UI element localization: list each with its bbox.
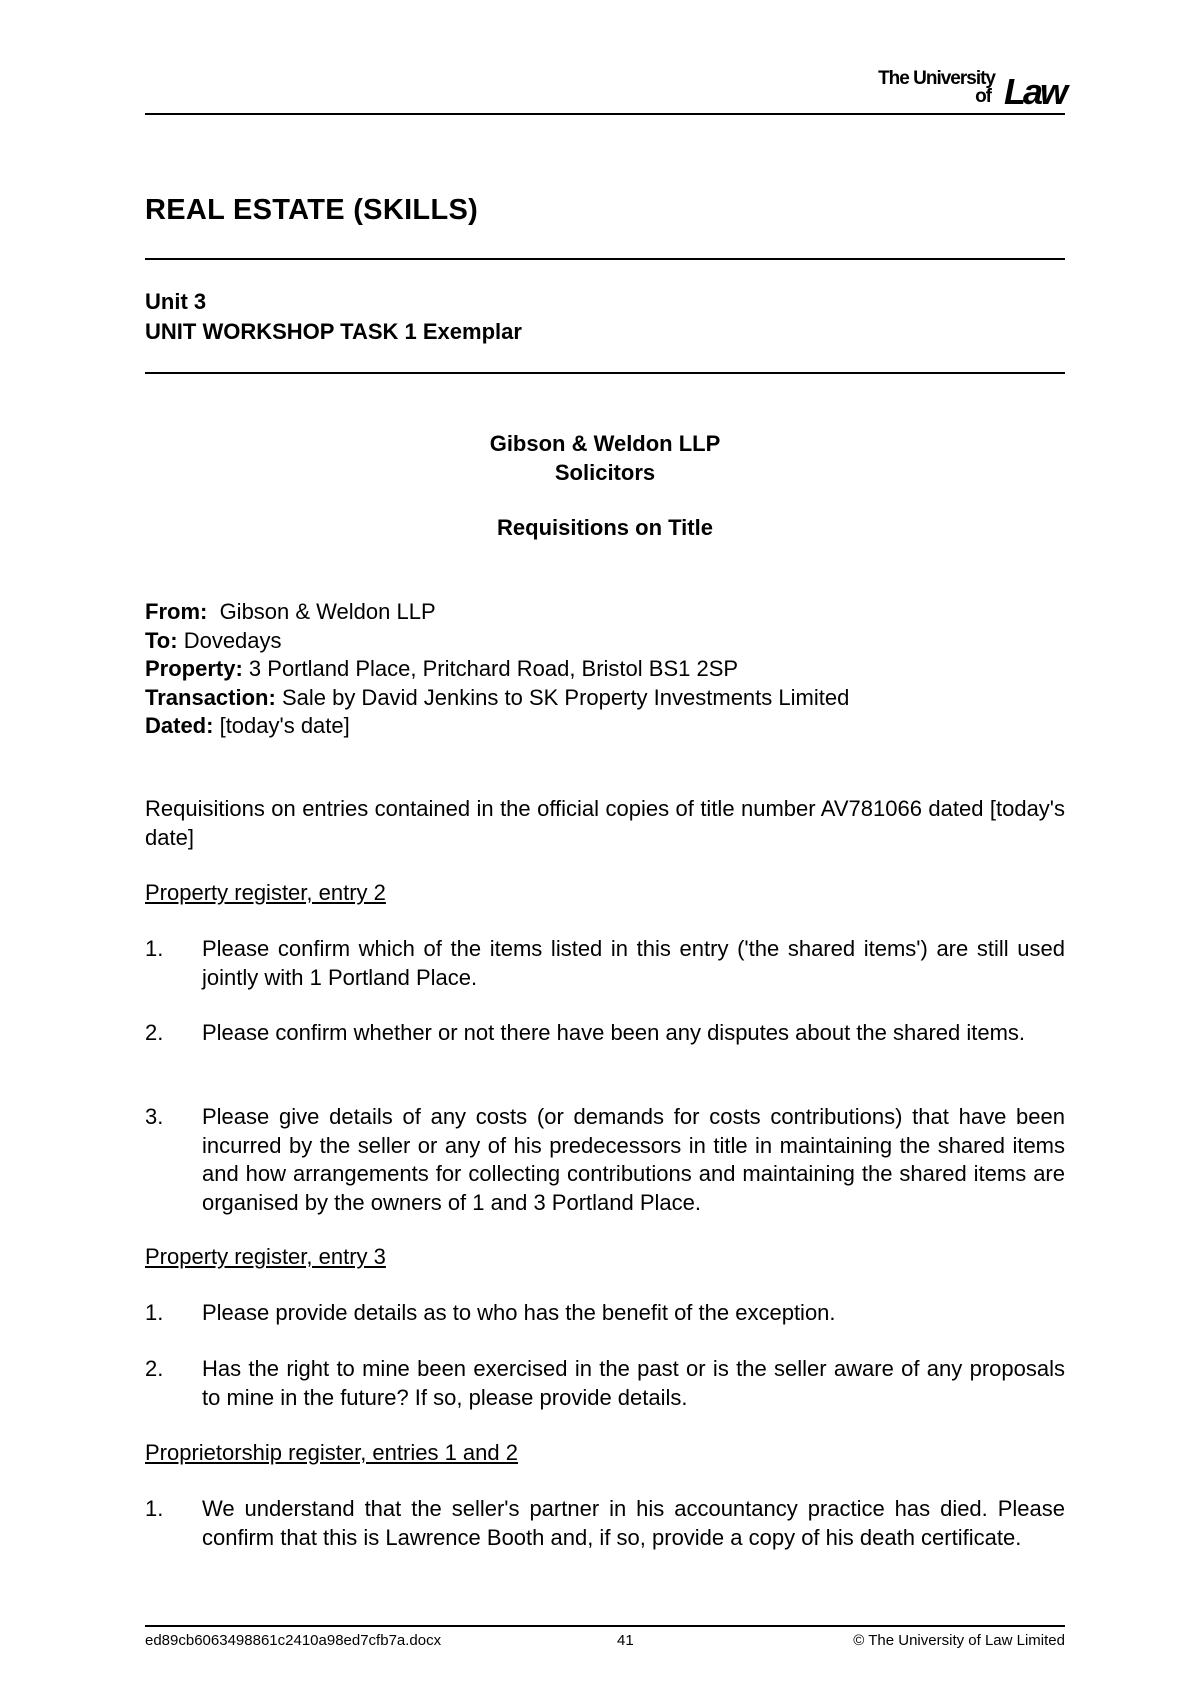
dated-value: [today's date] [219, 713, 350, 738]
title-rule [145, 258, 1065, 260]
meta-from [145, 598, 849, 627]
document-title: REAL ESTATE (SKILLS) [145, 194, 479, 226]
footer-page-number: 41 [617, 1632, 634, 1649]
footer-filename: ed89cb6063498861c2410a98ed7cfb7a.docx [145, 1632, 442, 1649]
meta-dated [145, 712, 849, 741]
unit-rule [145, 372, 1065, 374]
item-text: Please give details of any costs (or demands for costs contributions) that have been incurred by the seller or any of his predecessors in title in maintaining the shared items and how arrangements for collecting contributions and maintaining the shared items are organised by the owners of 1 and 3 Portland Place. [202, 1104, 1065, 1215]
meta-property [145, 655, 849, 684]
dated-label: Dated: [145, 713, 214, 738]
logo-line-2: of [975, 86, 991, 107]
list-item [145, 935, 1065, 992]
to-label: To: [145, 627, 178, 653]
item-text: We understand that the seller's partner in his accountancy practice has died. Please confirm that this is Lawrence Booth and, if so, provide a copy of his death certificate. [202, 1496, 1065, 1550]
item-number: 3. [145, 1104, 164, 1129]
transaction-label: Transaction: [145, 684, 276, 710]
footer-rule [145, 1625, 1065, 1627]
item-number: 1. [145, 936, 164, 961]
item-text: Has the right to mine been exercised in the past or is the seller aware of any proposals to mine in the future? If so, please provide details. [202, 1356, 1065, 1410]
footer-copyright: © The University of Law Limited [853, 1632, 1065, 1649]
logo-line-3: Law [1003, 71, 1065, 112]
from-value: Gibson & Weldon LLP [219, 599, 436, 624]
meta-transaction [145, 684, 849, 713]
list-item [145, 1299, 1065, 1328]
item-text: Please confirm whether or not there have been any disputes about the shared items. [202, 1020, 1026, 1045]
item-text: Please provide details as to who has the benefit of the exception. [202, 1300, 836, 1325]
to-value: Dovedays [183, 627, 282, 653]
item-number: 1. [145, 1496, 164, 1521]
unit-label: Unit 3 [145, 289, 207, 314]
doc-heading: Requisitions on Title [497, 515, 713, 540]
property-label: Property: [145, 656, 243, 681]
item-number: 2. [145, 1020, 164, 1045]
firm-name: Gibson & Weldon LLP [489, 431, 721, 456]
item-number: 2. [145, 1356, 164, 1381]
section-heading: Property register, entry 3 [145, 1244, 386, 1269]
list-item [145, 1019, 1065, 1048]
list-item [145, 1355, 1065, 1412]
university-logo [855, 66, 1065, 110]
section-heading: Proprietorship register, entries 1 and 2 [145, 1440, 518, 1465]
property-value: 3 Portland Place, Pritchard Road, Bristol BS1 2SP [248, 656, 739, 681]
requisition-meta [145, 598, 849, 741]
item-number: 1. [145, 1300, 164, 1325]
list-item [145, 1495, 1065, 1552]
meta-to [145, 627, 849, 656]
logo-line-1: The University [878, 68, 995, 89]
list-item [145, 1103, 1065, 1217]
unit-block [145, 287, 522, 347]
intro-paragraph: Requisitions on entries contained in the official copies of title number AV781066 dated [today's date] [145, 796, 1065, 850]
task-label: UNIT WORKSHOP TASK 1 Exemplar [145, 319, 522, 344]
from-label: From: [145, 599, 208, 624]
firm-type: Solicitors [554, 460, 656, 485]
section-heading: Property register, entry 2 [145, 880, 386, 905]
transaction-value: Sale by David Jenkins to SK Property Investments Limited [281, 684, 850, 710]
header-rule [145, 113, 1065, 115]
item-text: Please confirm which of the items listed in this entry ('the shared items') are still used jointly with 1 Portland Place. [202, 936, 1065, 990]
